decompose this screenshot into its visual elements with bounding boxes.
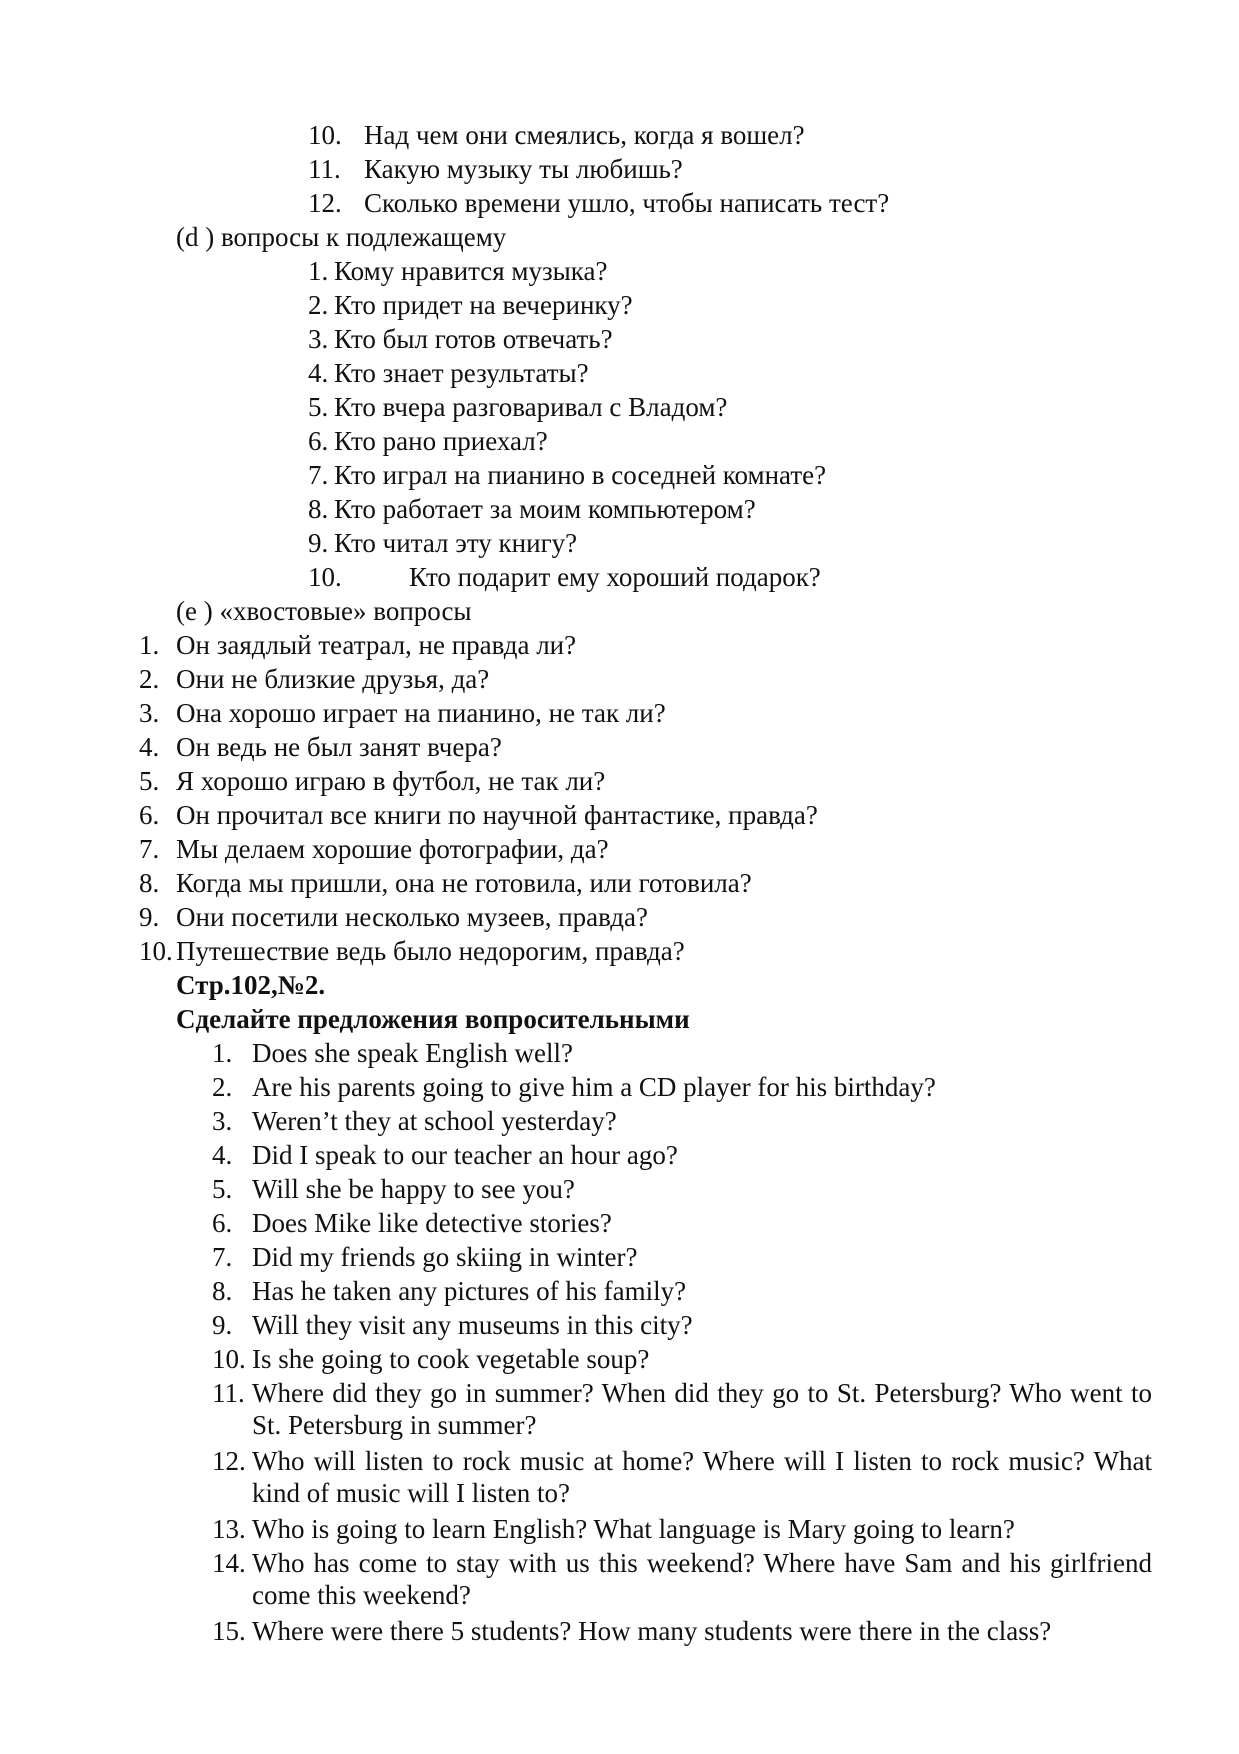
item-text: Кто подарит ему хороший подарок? — [409, 562, 821, 592]
item-text: Are his parents going to give him a CD player for his birthday? — [252, 1072, 936, 1102]
list-item — [212, 1547, 1152, 1615]
item-number: 9. — [212, 1310, 233, 1340]
item-number: 5. — [308, 392, 329, 422]
item-number: 6. — [308, 426, 329, 456]
item-text: Where did they go in summer? When did they go to St. Petersburg? Who went to St. Petersburg in summer? — [252, 1378, 1152, 1440]
item-text: Will she be happy to see you? — [252, 1174, 575, 1204]
item-number: 2. — [212, 1072, 233, 1102]
item-number: 7. — [308, 460, 329, 490]
item-text: Who has come to stay with us this weekend? Where have Sam and his girlfriend come this weekend? — [252, 1548, 1152, 1610]
item-number: 6. — [212, 1208, 233, 1238]
item-text: Has he taken any pictures of his family? — [252, 1276, 687, 1306]
item-text: Did my friends go skiing in winter? — [252, 1242, 638, 1272]
item-number: 6. — [139, 800, 160, 830]
item-text: Они посетили несколько музеев, правда? — [176, 902, 648, 932]
item-text: Он ведь не был занят вчера? — [176, 732, 502, 762]
item-text: Does she speak English well? — [252, 1038, 573, 1068]
item-number: 12. — [212, 1446, 246, 1476]
item-number: 10. — [212, 1344, 246, 1374]
list-item — [212, 1377, 1152, 1445]
item-number: 7. — [139, 834, 160, 864]
list-item — [212, 1445, 1152, 1513]
item-text: Кто играл на пианино в соседней комнате? — [334, 460, 827, 490]
item-text: Он заядлый театрал, не правда ли? — [176, 630, 577, 660]
item-text: Who will listen to rock music at home? Where will I listen to rock music? What kind of music will I listen to? — [252, 1446, 1152, 1508]
item-number: 1. — [139, 630, 160, 660]
item-text: Where were there 5 students? How many students were there in the class? — [252, 1616, 1052, 1646]
item-text: Кто читал эту книгу? — [334, 528, 578, 558]
item-number: 10. — [308, 120, 342, 150]
item-number: 1. — [308, 256, 329, 286]
item-text: Did I speak to our teacher an hour ago? — [252, 1140, 678, 1170]
item-number: 11. — [212, 1378, 245, 1408]
exercise-instruction: Сделайте предложения вопросительными — [176, 1004, 690, 1034]
item-text: Will they visit any museums in this city? — [252, 1310, 693, 1340]
item-number: 15. — [212, 1616, 246, 1646]
item-number: 4. — [139, 732, 160, 762]
item-number: 7. — [212, 1242, 233, 1272]
item-text: Кто придет на вечеринку? — [334, 290, 633, 320]
item-text: Is she going to cook vegetable soup? — [252, 1344, 650, 1374]
item-text: Кто вчера разговаривал с Владом? — [334, 392, 728, 422]
item-number: 13. — [212, 1514, 246, 1544]
item-text: Он прочитал все книги по научной фантастике, правда? — [176, 800, 818, 830]
item-number: 14. — [212, 1548, 246, 1578]
item-text: Does Mike like detective stories? — [252, 1208, 612, 1238]
item-text: Кто рано приехал? — [334, 426, 548, 456]
item-number: 11. — [308, 154, 341, 184]
exercise-page-ref: Стр.102,№2. — [176, 970, 326, 1000]
item-number: 8. — [139, 868, 160, 898]
item-number: 1. — [212, 1038, 233, 1068]
item-text: Сколько времени ушло, чтобы написать тест? — [364, 188, 890, 218]
item-text: Кто работает за моим компьютером? — [334, 494, 756, 524]
item-number: 9. — [308, 528, 329, 558]
section-e-heading: (e ) «хвостовые» вопросы — [176, 596, 472, 626]
item-number: 8. — [308, 494, 329, 524]
item-number: 4. — [212, 1140, 233, 1170]
item-number: 5. — [212, 1174, 233, 1204]
item-text: Кто знает результаты? — [334, 358, 589, 388]
item-number: 10. — [139, 936, 173, 966]
item-number: 10. — [308, 562, 342, 592]
item-number: 2. — [139, 664, 160, 694]
item-text: Я хорошо играю в футбол, не так ли? — [176, 766, 606, 796]
item-text: Они не близкие друзья, да? — [176, 664, 490, 694]
item-number: 9. — [139, 902, 160, 932]
item-number: 5. — [139, 766, 160, 796]
item-number: 8. — [212, 1276, 233, 1306]
item-text: Путешествие ведь было недорогим, правда? — [176, 936, 685, 966]
item-text: Weren’t they at school yesterday? — [252, 1106, 617, 1136]
item-text: Мы делаем хорошие фотографии, да? — [176, 834, 609, 864]
item-number: 3. — [308, 324, 329, 354]
item-number: 2. — [308, 290, 329, 320]
section-d-heading: (d ) вопросы к подлежащему — [176, 222, 507, 252]
item-text: Когда мы пришли, она не готовила, или готовила? — [176, 868, 752, 898]
item-number: 4. — [308, 358, 329, 388]
item-text: Какую музыку ты любишь? — [364, 154, 683, 184]
item-text: Она хорошо играет на пианино, не так ли? — [176, 698, 666, 728]
item-text: Кто был готов отвечать? — [334, 324, 613, 354]
item-number: 3. — [139, 698, 160, 728]
item-number: 12. — [308, 188, 342, 218]
item-text: Кому нравится музыка? — [334, 256, 608, 286]
item-text: Who is going to learn English? What language is Mary going to learn? — [252, 1514, 1015, 1544]
item-number: 3. — [212, 1106, 233, 1136]
item-text: Над чем они смеялись, когда я вошел? — [364, 120, 805, 150]
